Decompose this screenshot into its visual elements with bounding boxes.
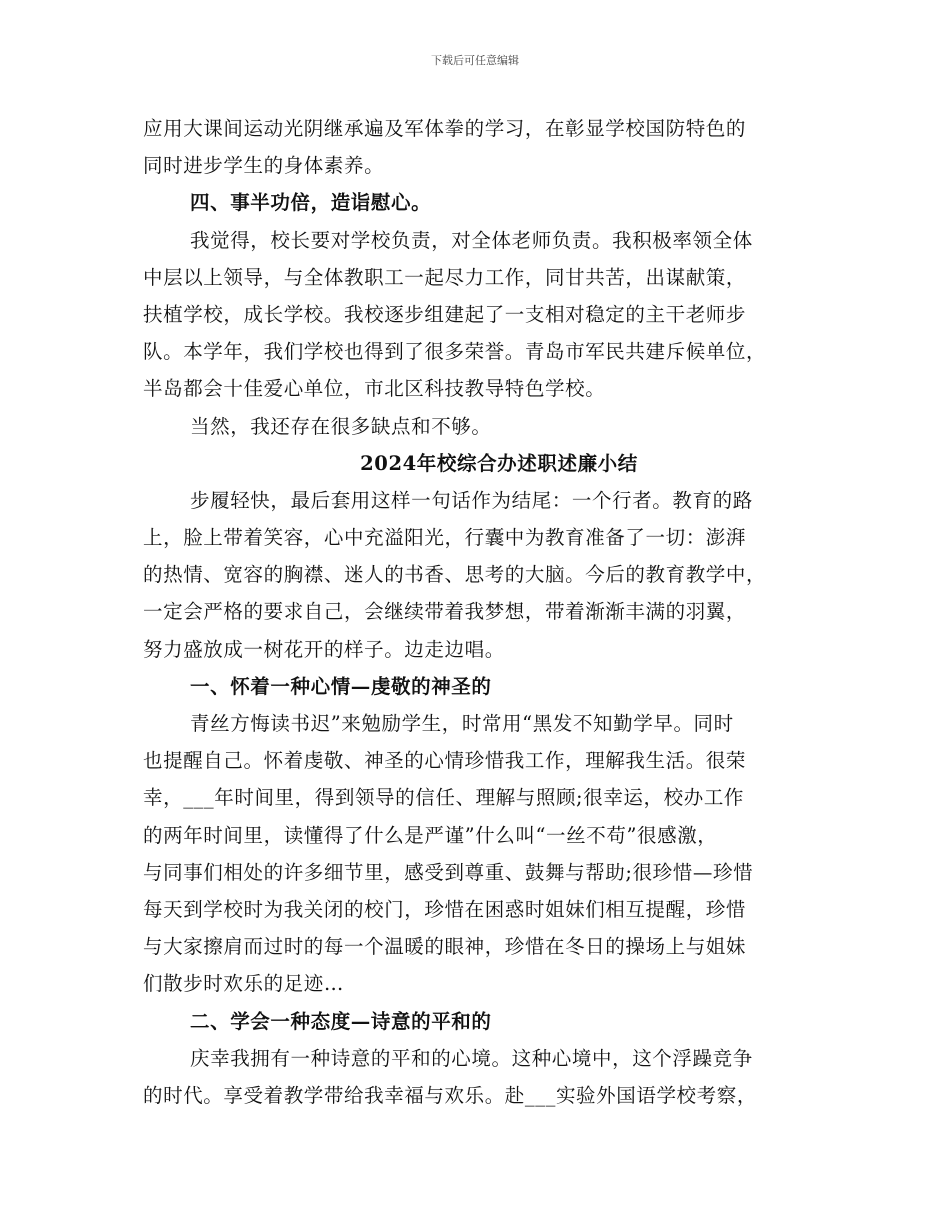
- body-line: 上，脸上带着笑容，心中充溢阳光，行囊中为教育准备了一切：澎湃: [143, 526, 747, 550]
- body-line: 与大家擦肩而过时的每一个温暖的眼神，珍惜在冬日的操场上与姐妹: [143, 935, 747, 959]
- body-line: 应用大课间运动光阴继承遍及军体拳的学习，在彰显学校国防特色的: [143, 117, 747, 140]
- body-line: 每天到学校时为我关闭的校门，珍惜在困惑时姐妹们相互提醒，珍惜: [143, 897, 747, 921]
- body-line: 也提醒自己。怀着虔敬、神圣的心情珍惜我工作，理解我生活。很荣: [143, 749, 747, 773]
- body-line: 半岛都会十佳爱心单位，市北区科技教导特色学校。: [143, 377, 606, 401]
- body-line: 与同事们相处的许多细节里，感受到尊重、鼓舞与帮助;很珍惜—珍惜: [143, 860, 754, 884]
- body-line: 我觉得，校长要对学校负责，对全体老师负责。我积极率领全体: [190, 228, 753, 252]
- body-line: 幸，___年时间里，得到领导的信任、理解与照顾;很幸运，校办工作: [143, 786, 745, 810]
- body-line: 的时代。享受着教学带给我幸福与欢乐。赴___实验外国语学校考察，: [143, 1083, 757, 1107]
- document-title: 2024年校综合办述职述廉小结: [360, 451, 638, 475]
- document-body: [143, 110, 833, 1114]
- body-line: 的两年时间里，读懂得了什么是严谨”什么叫“一丝不苟”很感激，: [143, 823, 718, 847]
- body-line: 步履轻快，最后套用这样一句话作为结尾：一个行者。教育的路: [190, 488, 753, 512]
- section-heading: 四、事半功倍，造诣慰心。: [190, 191, 432, 215]
- body-line: 的热情、宽容的胸襟、迷人的书香、思考的大脑。今后的教育教学中，: [143, 563, 767, 587]
- body-line: 当然，我还存在很多缺点和不够。: [190, 414, 492, 438]
- body-line: 中层以上领导，与全体教职工一起尽力工作，同甘共苦，出谋献策，: [143, 265, 747, 289]
- body-line: 们散步时欢乐的足迹…: [143, 972, 345, 996]
- body-line: 一定会严格的要求自己，会继续带着我梦想，带着渐渐丰满的羽翼，: [143, 600, 747, 624]
- body-line: 扶植学校，成长学校。我校逐步组建起了一支相对稳定的主干老师步: [143, 302, 747, 326]
- body-line: 同时进步学生的身体素养。: [143, 154, 385, 178]
- body-line: 庆幸我拥有一种诗意的平和的心境。这种心境中，这个浮躁竞争: [190, 1046, 753, 1070]
- body-line: 努力盛放成一树花开的样子。边走边唱。: [143, 637, 505, 661]
- section-heading: 二、学会一种态度—诗意的平和的: [190, 1009, 492, 1033]
- body-line: 队。本学年，我们学校也得到了很多荣誉。青岛市军民共建斥候单位，: [143, 340, 767, 364]
- page-header: 下载后可任意编辑: [431, 54, 519, 67]
- body-line: 青丝方悔读书迟”来勉励学生，时常用“黑发不知勤学早。同时: [190, 712, 734, 735]
- section-heading: 一、怀着一种心情—虔敬的神圣的: [190, 674, 492, 698]
